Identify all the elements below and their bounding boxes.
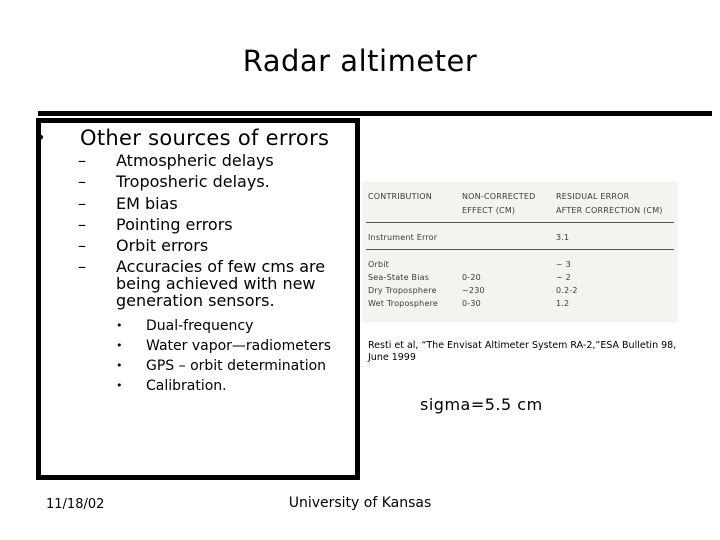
bullet-icon: • [116,379,123,392]
table-cell: 3.1 [556,233,570,242]
sub-item-text: Pointing errors [116,214,233,234]
sub-item-text: Troposheric delays. [116,172,270,192]
list-item [110,318,350,334]
citation-caption: Resti et al, “The Envisat Altimeter System RA-2,”ESA Bulletin 98, June 1999 [368,340,677,363]
dash-icon: – [78,193,86,213]
slide-title: Radar altimeter [242,44,478,78]
list-item [70,237,350,258]
bullet-icon: • [116,319,123,332]
title-rule [38,111,712,116]
list-item [70,195,350,216]
subsub-item-text: GPS – orbit determination [146,358,327,374]
table-header-contribution: CONTRIBUTION [368,192,432,201]
dash-icon: – [78,236,86,256]
table-cell: Sea-State Bias [368,273,430,282]
table-cell: Instrument Error [368,233,438,242]
table-header-residual-unit: AFTER CORRECTION (CM) [556,206,663,215]
sigma-value: sigma=5.5 cm [420,395,543,414]
list-item [70,258,350,309]
bullet-icon: • [116,339,123,352]
subsub-bullet-list [110,318,350,398]
table-divider [366,222,674,223]
sub-item-text: Accuracies of few cms are being achieved with new generation sensors. [116,257,326,311]
table-divider [366,249,674,250]
error-budget-table [362,182,678,322]
list-item [110,378,350,394]
table-cell: 1.2 [556,299,570,308]
dash-icon: – [78,151,86,170]
sub-item-text: Atmospheric delays [116,151,274,170]
dash-icon: – [78,257,86,277]
footer-date: 11/18/02 [46,497,105,512]
subsub-item-text: Dual-frequency [146,318,254,334]
footer-institution: University of Kansas [288,495,432,511]
bullet-icon: • [116,359,123,372]
table-cell: Wet Troposphere [368,299,439,308]
dash-icon: – [78,214,86,234]
main-bullet-icon: • [36,128,46,147]
list-item [70,173,350,194]
main-bullet-text: Other sources of errors [80,126,330,150]
subsub-item-text: Water vapor—radiometers [146,338,331,354]
sub-bullet-list [70,152,350,309]
list-item [70,152,350,173]
table-cell: ~ 2 [556,273,571,282]
table-cell: Orbit [368,260,390,269]
list-item [110,358,350,374]
sub-item-text: EM bias [116,193,178,213]
table-header-residual: RESIDUAL ERROR [556,192,630,201]
table-cell: 0.2-2 [556,286,578,295]
subsub-item-text: Calibration. [146,378,227,394]
list-item [110,338,350,354]
dash-icon: – [78,172,86,192]
table-cell: ~230 [462,286,485,295]
table-header-noncorrected-unit: EFFECT (CM) [462,206,516,215]
table-header-noncorrected: NON-CORRECTED [462,192,536,201]
table-cell: 0-20 [462,273,481,282]
table-cell: ~ 3 [556,260,571,269]
table-cell: Dry Troposphere [368,286,437,295]
sub-item-text: Orbit errors [116,236,209,256]
table-cell: 0-30 [462,299,481,308]
list-item [70,216,350,237]
